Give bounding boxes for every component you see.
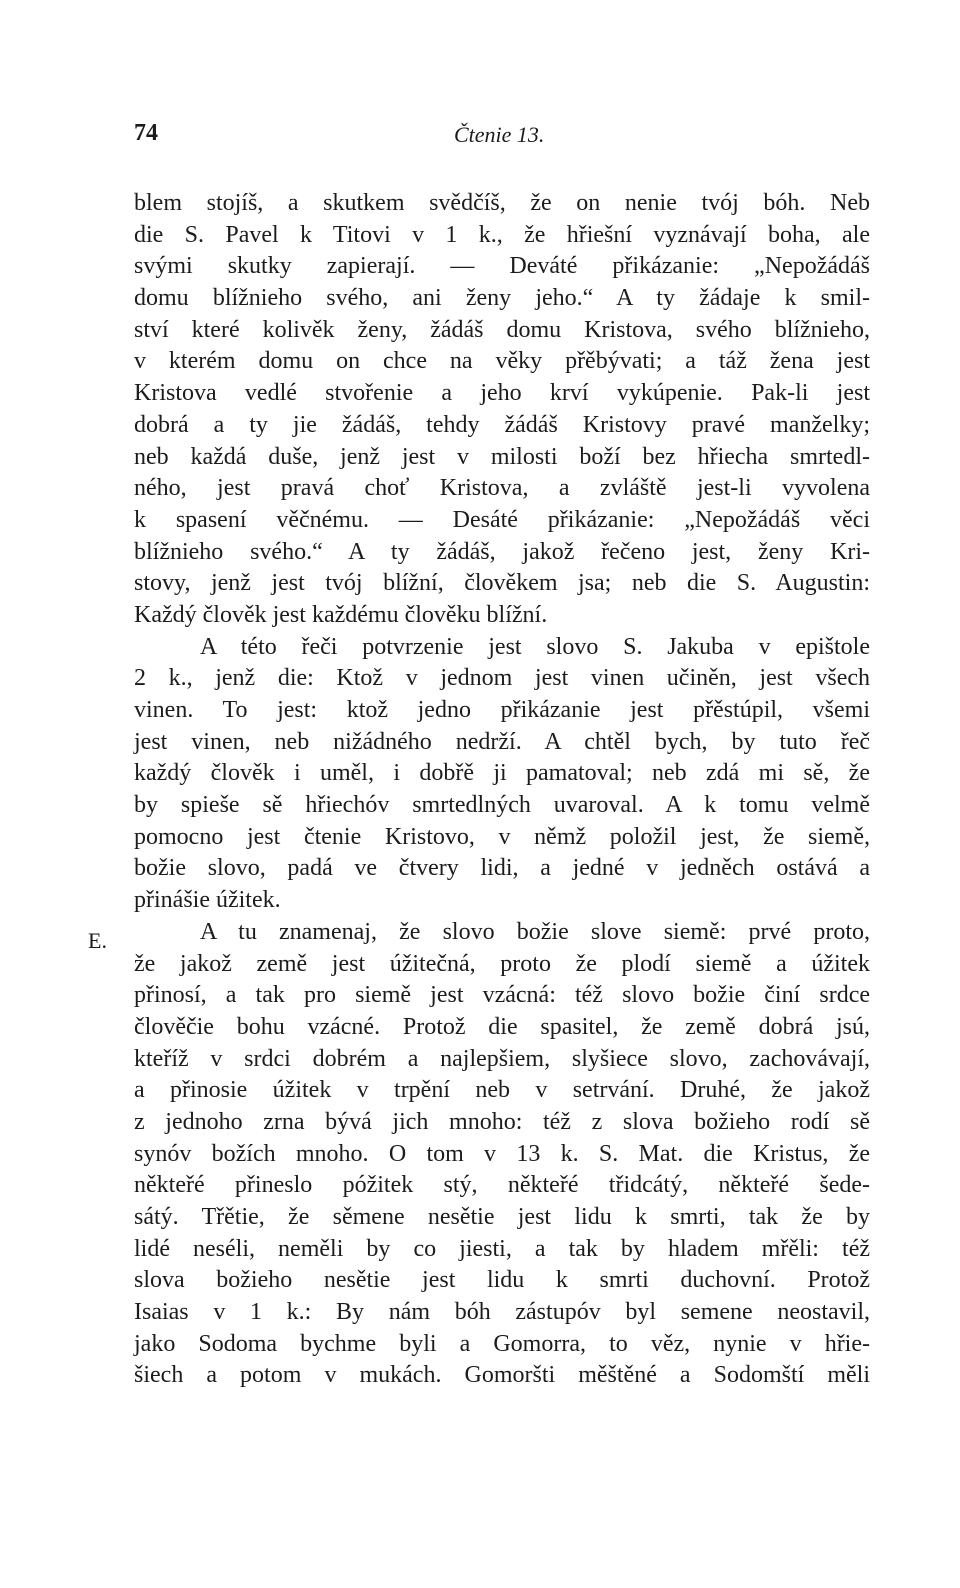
- text-line: ství které kolivěk ženy, žádáš domu Kristova, svého blížnieho,: [134, 316, 870, 343]
- text-line: k spasení věčnému. — Desáté přikázanie: „Nepožádáš věci: [134, 506, 870, 533]
- page-number: 74: [134, 120, 158, 146]
- body-text: [134, 188, 870, 1392]
- text-line: slova božieho nesětie jest lidu k smrti duchovní. Protož: [134, 1267, 870, 1294]
- text-line: jako Sodoma bychme byli a Gomorra, to věz, nynie v hřie-: [134, 1330, 870, 1357]
- text-line: stovy, jenž jest tvój blížní, člověkem jsa; neb die S. Augustin:: [134, 570, 870, 597]
- text-line: pomocno jest čtenie Kristovo, v němž položil jest, že siemě,: [134, 823, 870, 850]
- text-line: kteříž v srdci dobrém a najlepšiem, slyšiece slovo, zachovávají,: [134, 1045, 870, 1072]
- page-header: [134, 120, 870, 160]
- text-line: lidé neséli, neměli by co jiesti, a tak by hladem mřěli: též: [134, 1235, 870, 1262]
- text-line: že jakož země jest úžitečná, proto že plodí siemě a úžitek: [134, 950, 870, 977]
- text-line: vinen. To jest: ktož jedno přikázanie jest přěstúpil, všemi: [134, 697, 870, 723]
- text-line: přinášie úžitek.: [134, 887, 281, 914]
- text-line: sátý. Třětie, že sěmene nesětie jest lidu k smrti, tak že by: [134, 1204, 870, 1230]
- text-line: Každý člověk jest každému člověku blížní.: [134, 601, 548, 628]
- text-line: blížnieho svého.“ A ty žádáš, jakož řečeno jest, ženy Kri-: [134, 538, 870, 565]
- text-line: 2 k., jenž die: Ktož v jednom jest vinen učiněn, jest všech: [134, 665, 870, 692]
- text-line: jest vinen, neb nižádného nedrží. A chtěl bych, by tuto řeč: [134, 728, 870, 755]
- text-line: by spieše sě hřiechóv smrtedlných uvaroval. A k tomu velmě: [134, 792, 870, 819]
- text-line: dobrá a ty jie žádáš, tehdy žádáš Kristovy pravé manželky;: [134, 411, 870, 438]
- margin-mark: E.: [88, 928, 107, 953]
- text-line: Isaias v 1 k.: By nám bóh zástupóv byl semene neostavil,: [134, 1299, 870, 1326]
- text-line: z jednoho zrna bývá jich mnoho: též z slova božieho rodí sě: [134, 1108, 870, 1135]
- text-line: a přinosie úžitek v trpění neb v setrvání. Druhé, že jakož: [134, 1077, 870, 1104]
- text-line: šiech a potom v mukách. Gomoršti měštěné a Sodomští měli: [134, 1362, 870, 1389]
- text-line: neb každá duše, jenž jest v milosti boží bez hřiecha smrtedl-: [134, 443, 870, 470]
- text-line: blem stojíš, a skutkem svědčíš, že on nenie tvój bóh. Neb: [134, 190, 870, 216]
- text-line: Kristova vedlé stvořenie a jeho krví vykúpenie. Pak-li jest: [134, 380, 870, 407]
- text-line: domu blížnieho svého, ani ženy jeho.“ A ty žádaje k smil-: [134, 285, 870, 312]
- text-line: svými skutky zapierají. — Deváté přikázanie: „Nepožádáš: [134, 253, 870, 280]
- text-line: přinosí, a tak pro siemě jest vzácná: též slovo božie činí srdce: [134, 982, 870, 1009]
- text-line: člověčie bohu vzácné. Protož die spasitel, že země dobrá jsú,: [134, 1013, 870, 1040]
- running-head: Čtenie 13.: [454, 122, 545, 147]
- text-line: ného, jest pravá choť Kristova, a zvláště jest-li vyvolena: [134, 475, 870, 502]
- text-line: die S. Pavel k Titovi v 1 k., že hřiešní vyznávají boha, ale: [134, 221, 870, 248]
- text-line: synóv božích mnoho. O tom v 13 k. S. Mat. die Kristus, že: [134, 1140, 870, 1167]
- text-line: někteřé přineslo póžitek stý, někteřé třidcátý, někteřé šede-: [134, 1172, 870, 1199]
- text-line: každý člověk i uměl, i dobřě ji pamatoval; neb zdá mi sě, že: [134, 760, 870, 787]
- text-line: v kterém domu on chce na věky přěbývati; a táž žena jest: [134, 348, 870, 375]
- text-line: božie slovo, padá ve čtvery lidi, a jedné v jedněch ostává a: [134, 855, 870, 882]
- text-line: A tu znamenaj, že slovo božie slove siemě: prvé proto,: [200, 918, 870, 945]
- text-line: A této řeči potvrzenie jest slovo S. Jakuba v epištole: [200, 633, 870, 660]
